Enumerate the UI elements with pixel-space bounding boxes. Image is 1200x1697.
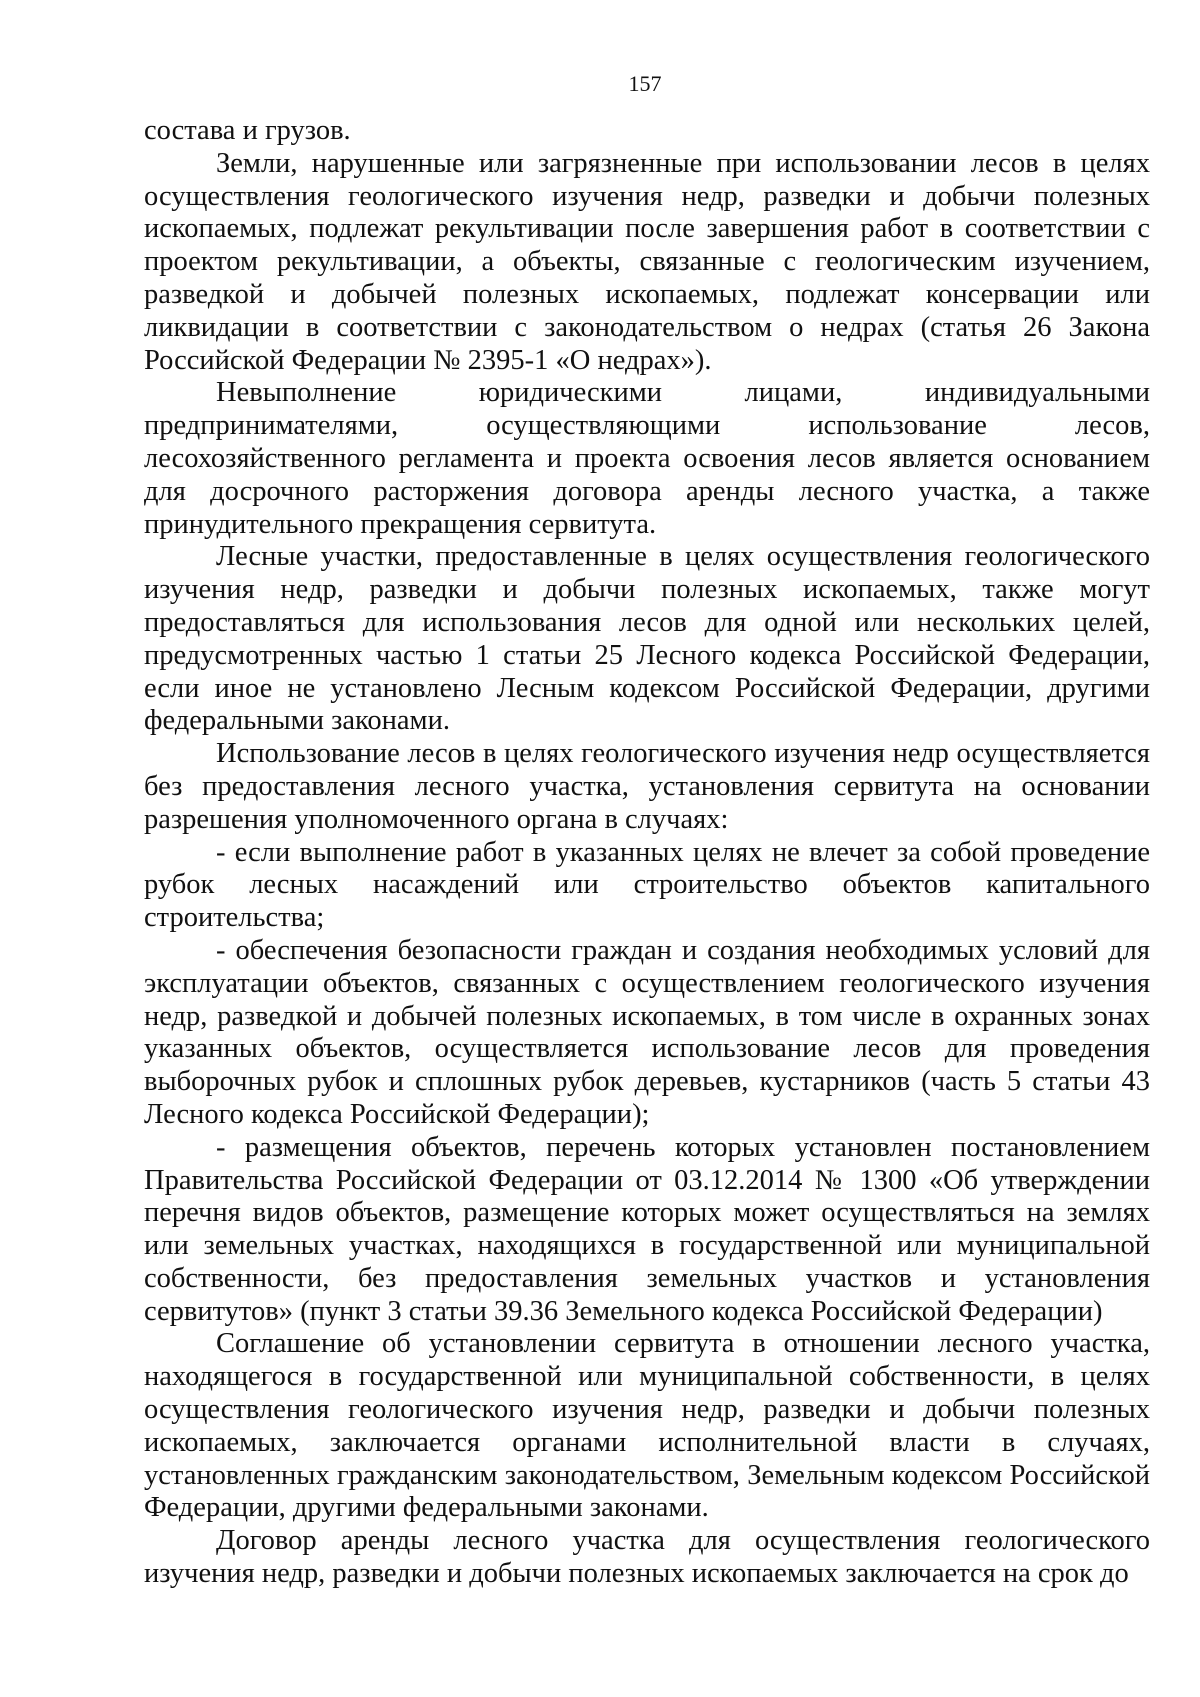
page-number: 157 (628, 71, 662, 96)
paragraph-forest-plots: Лесные участки, предоставленные в целях осуществления геологического изучения недр, разведки и добычи полезных ископаемых, также могут предоставляться для использования лесов для одной или нескольких целей, предусмотренных частью 1 статьи 25 Лесного кодекса Российской Федерации, если иное не установлено Лесным кодексом Российской Федерации, другими федеральными законами. (144, 541, 1150, 737)
list-item-no-felling: - если выполнение работ в указанных целях не влечет за собой проведение рубок лесных насаждений или строительство объектов капитального строительства; (144, 836, 1150, 934)
list-item-safety: - обеспечения безопасности граждан и создания необходимых условий для эксплуатации объектов, связанных с осуществлением геологического изучения недр, разведкой и добычей полезных ископаемых, в том числе в охранных зонах указанных объектов, осуществляется использование лесов для проведения выборочных рубок и сплошных рубок деревьев, кустарников (часть 5 статьи 43 Лесного кодекса Российской Федерации); (144, 934, 1150, 1130)
paragraph-land-reclamation: Земли, нарушенные или загрязненные при использовании лесов в целях осуществления геологического изучения недр, разведки и добычи полезных ископаемых, подлежат рекультивации после завершения работ в соответствии с проектом рекультивации, а объекты, связанные с геологическим изучением, разведкой и добычей полезных ископаемых, подлежат консервации или ликвидации в соответствии с законодательством о недрах (статья 26 Закона Российской Федерации № 2395-1 «О недрах»). (144, 147, 1150, 376)
document-body (144, 115, 1150, 1591)
paragraph-lease-agreement: Договор аренды лесного участка для осуществления геологического изучения недр, разведки и добычи полезных ископаемых заключается на срок до (144, 1525, 1150, 1590)
paragraph-non-compliance: Невыполнение юридическими лицами, индивидуальными предпринимателями, осуществляющими использование лесов, лесохозяйственного регламента и проекта освоения лесов является основанием для досрочного расторжения договора аренды лесного участка, а также принудительного прекращения сервитута. (144, 377, 1150, 540)
paragraph-servitude-agreement: Соглашение об установлении сервитута в отношении лесного участка, находящегося в государственной или муниципальной собственности, в целях осуществления геологического изучения недр, разведки и добычи полезных ископаемых, заключается органами исполнительной власти в случаях, установленных гражданским законодательством, Земельным кодексом Российской Федерации, другими федеральными законами. (144, 1328, 1150, 1524)
list-item-placement: - размещения объектов, перечень которых установлен постановлением Правительства Российской Федерации от 03.12.2014 № 1300 «Об утверждении перечня видов объектов, размещение которых может осуществляться на землях или земельных участках, находящихся в государственной или муниципальной собственности, без предоставления земельных участков и установления сервитутов» (пункт 3 статьи 39.36 Земельного кодекса Российской Федерации) (144, 1131, 1150, 1327)
paragraph-continuation: состава и грузов. (144, 115, 351, 146)
paragraph-forest-use-cases: Использование лесов в целях геологического изучения недр осуществляется без предоставления лесного участка, установления сервитута на основании разрешения уполномоченного органа в случаях: (144, 738, 1150, 835)
